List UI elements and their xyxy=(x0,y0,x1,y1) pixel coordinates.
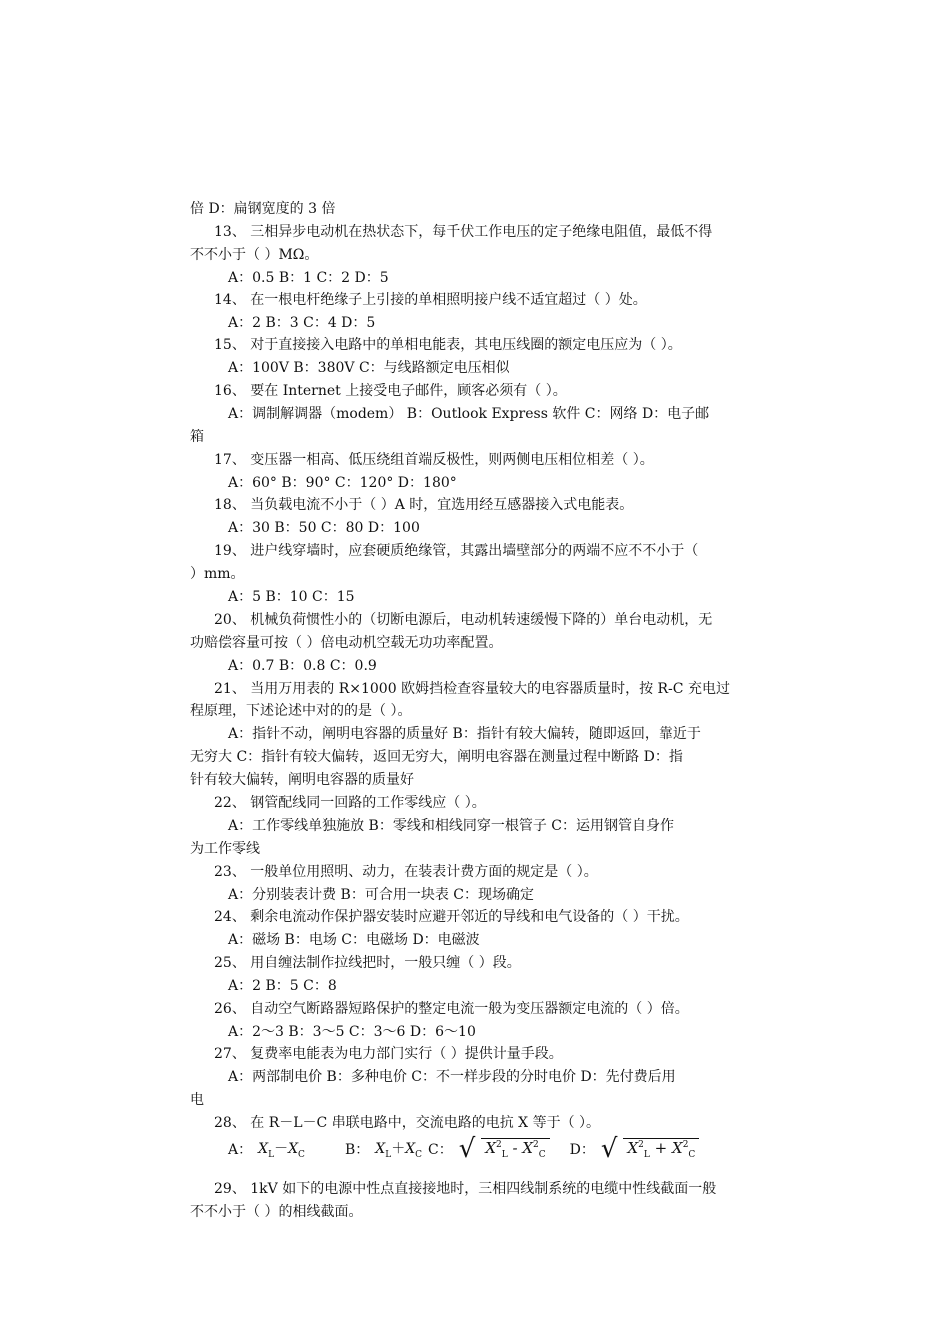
text-line: 16、 要在 Internet 上接受电子邮件，顾客必须有（ ）。 xyxy=(214,383,567,399)
text-line: 26、 自动空气断路器短路保护的整定电流一般为变压器额定电流的（ ）倍。 xyxy=(214,1001,689,1017)
text-line: A：调制解调器（modem） B：Outlook Express 软件 C：网络 D：电子邮 xyxy=(228,406,710,422)
text-line: 27、 复费率电能表为电力部门实行（ ）提供计量手段。 xyxy=(214,1046,563,1062)
text-line: 无穷大 C：指针有较大偏转，返回无穷大，阐明电容器在测量过程中断路 D：指 xyxy=(190,749,683,765)
text-line: A：指针不动，阐明电容器的质量好 B：指针有较大偏转，随即返回，靠近于 xyxy=(228,726,701,742)
sqrt-icon: √ xyxy=(600,1134,618,1164)
text-line: 15、 对于直接接入电路中的单相电能表，其电压线圈的额定电压应为（ ）。 xyxy=(214,337,682,353)
text-line: A：100V B：380V C：与线路额定电压相似 xyxy=(228,360,510,376)
sqrt-icon: √ xyxy=(458,1134,476,1164)
option-c-formula: √ $X^2_L - X^2_C$ xyxy=(459,1136,556,1162)
option-b-formula: $X_L+X_C$ xyxy=(375,1141,423,1160)
option-b-label: B： xyxy=(344,1142,370,1158)
text-line: 20、 机械负荷惯性小的（切断电源后，电动机转速缓慢下降的）单台电动机，无 xyxy=(214,612,713,628)
text-line: 21、 当用万用表的 R×1000 欧姆挡检查容量较大的电容器质量时，按 R-C 充电过 xyxy=(214,681,730,697)
text-line: 22、 钢管配线同一回路的工作零线应（ ）。 xyxy=(214,795,486,811)
text-line: A：0.5 B：1 C：2 D：5 xyxy=(228,270,389,286)
text-line: 24、 剩余电流动作保护器安装时应避开邻近的导线和电气设备的（ ）干扰。 xyxy=(214,909,689,925)
option-d-label: D： xyxy=(569,1142,595,1158)
question-28-options xyxy=(228,1132,711,1166)
text-line: A：工作零线单独施放 B：零线和相线同穿一根管子 C：运用钢管自身作 xyxy=(228,818,675,834)
text-line: A：2～3 B：3～5 C：3～6 D：6～10 xyxy=(228,1024,476,1040)
option-a-label: A： xyxy=(228,1142,253,1158)
text-line: 23、 一般单位用照明、动力，在装表计费方面的规定是（ ）。 xyxy=(214,864,598,880)
text-line: 29、 1kV 如下的电源中性点直接接地时，三相四线制系统的电缆中性线截面一般 xyxy=(214,1181,717,1197)
text-line: 13、 三相异步电动机在热状态下，每千伏工作电压的定子绝缘电阻值，最低不得 xyxy=(214,224,713,240)
text-line: A：60° B：90° C：120° D：180° xyxy=(228,475,457,491)
text-line: A：5 B：10 C：15 xyxy=(228,589,355,605)
option-c-label: C： xyxy=(428,1142,453,1158)
option-d-formula: √ $X^2_L + X^2_C$ xyxy=(601,1136,705,1162)
text-line: 倍 D：扁钢宽度的 3 倍 xyxy=(190,201,336,217)
text-line: 针有较大偏转，阐明电容器的质量好 xyxy=(190,772,414,788)
text-line: 功赔偿容量可按（ ）倍电动机空载无功功率配置。 xyxy=(190,635,503,651)
text-line: A：30 B：50 C：80 D：100 xyxy=(228,520,420,536)
text-line: A：2 B：3 C：4 D：5 xyxy=(228,315,376,331)
option-a-formula: $X_L-X_C$ xyxy=(258,1141,305,1160)
text-line: 18、 当负载电流不小于（ ）A 时，宜选用经互感器接入式电能表。 xyxy=(214,497,634,513)
text-line: 28、 在 R－L－C 串联电路中，交流电路的电抗 X 等于（ ）。 xyxy=(214,1115,601,1131)
text-line: 箱 xyxy=(190,429,204,445)
text-line: A：0.7 B：0.8 C：0.9 xyxy=(228,658,377,674)
text-line: 不不小于（ ）的相线截面。 xyxy=(190,1204,363,1220)
text-line: ）mm。 xyxy=(190,566,245,582)
text-line: 为工作零线 xyxy=(190,841,260,857)
text-line: A：两部制电价 B：多种电价 C：不一样步段的分时电价 D：先付费后用 xyxy=(228,1069,676,1085)
text-line: A：磁场 B：电场 C：电磁场 D：电磁波 xyxy=(228,932,480,948)
text-line: 电 xyxy=(190,1092,204,1108)
text-line: A：分别装表计费 B：可合用一块表 C：现场确定 xyxy=(228,887,535,903)
text-line: 19、 进户线穿墙时，应套硬质绝缘管，其露出墙壁部分的两端不应不不小于（ xyxy=(214,543,699,559)
text-line: 17、 变压器一相高、低压绕组首端反极性，则两侧电压相位相差（ ）。 xyxy=(214,452,654,468)
text-line: 25、 用自缠法制作拉线把时，一般只缠（ ）段。 xyxy=(214,955,521,971)
text-line: A：2 B：5 C：8 xyxy=(228,978,337,994)
text-line: 14、 在一根电杆绝缘子上引接的单相照明接户线不适宜超过（ ）处。 xyxy=(214,292,647,308)
text-line: 不不小于（ ）MΩ。 xyxy=(190,247,319,263)
text-line: 程原理，下述论述中对的的是（ ）。 xyxy=(190,703,412,719)
